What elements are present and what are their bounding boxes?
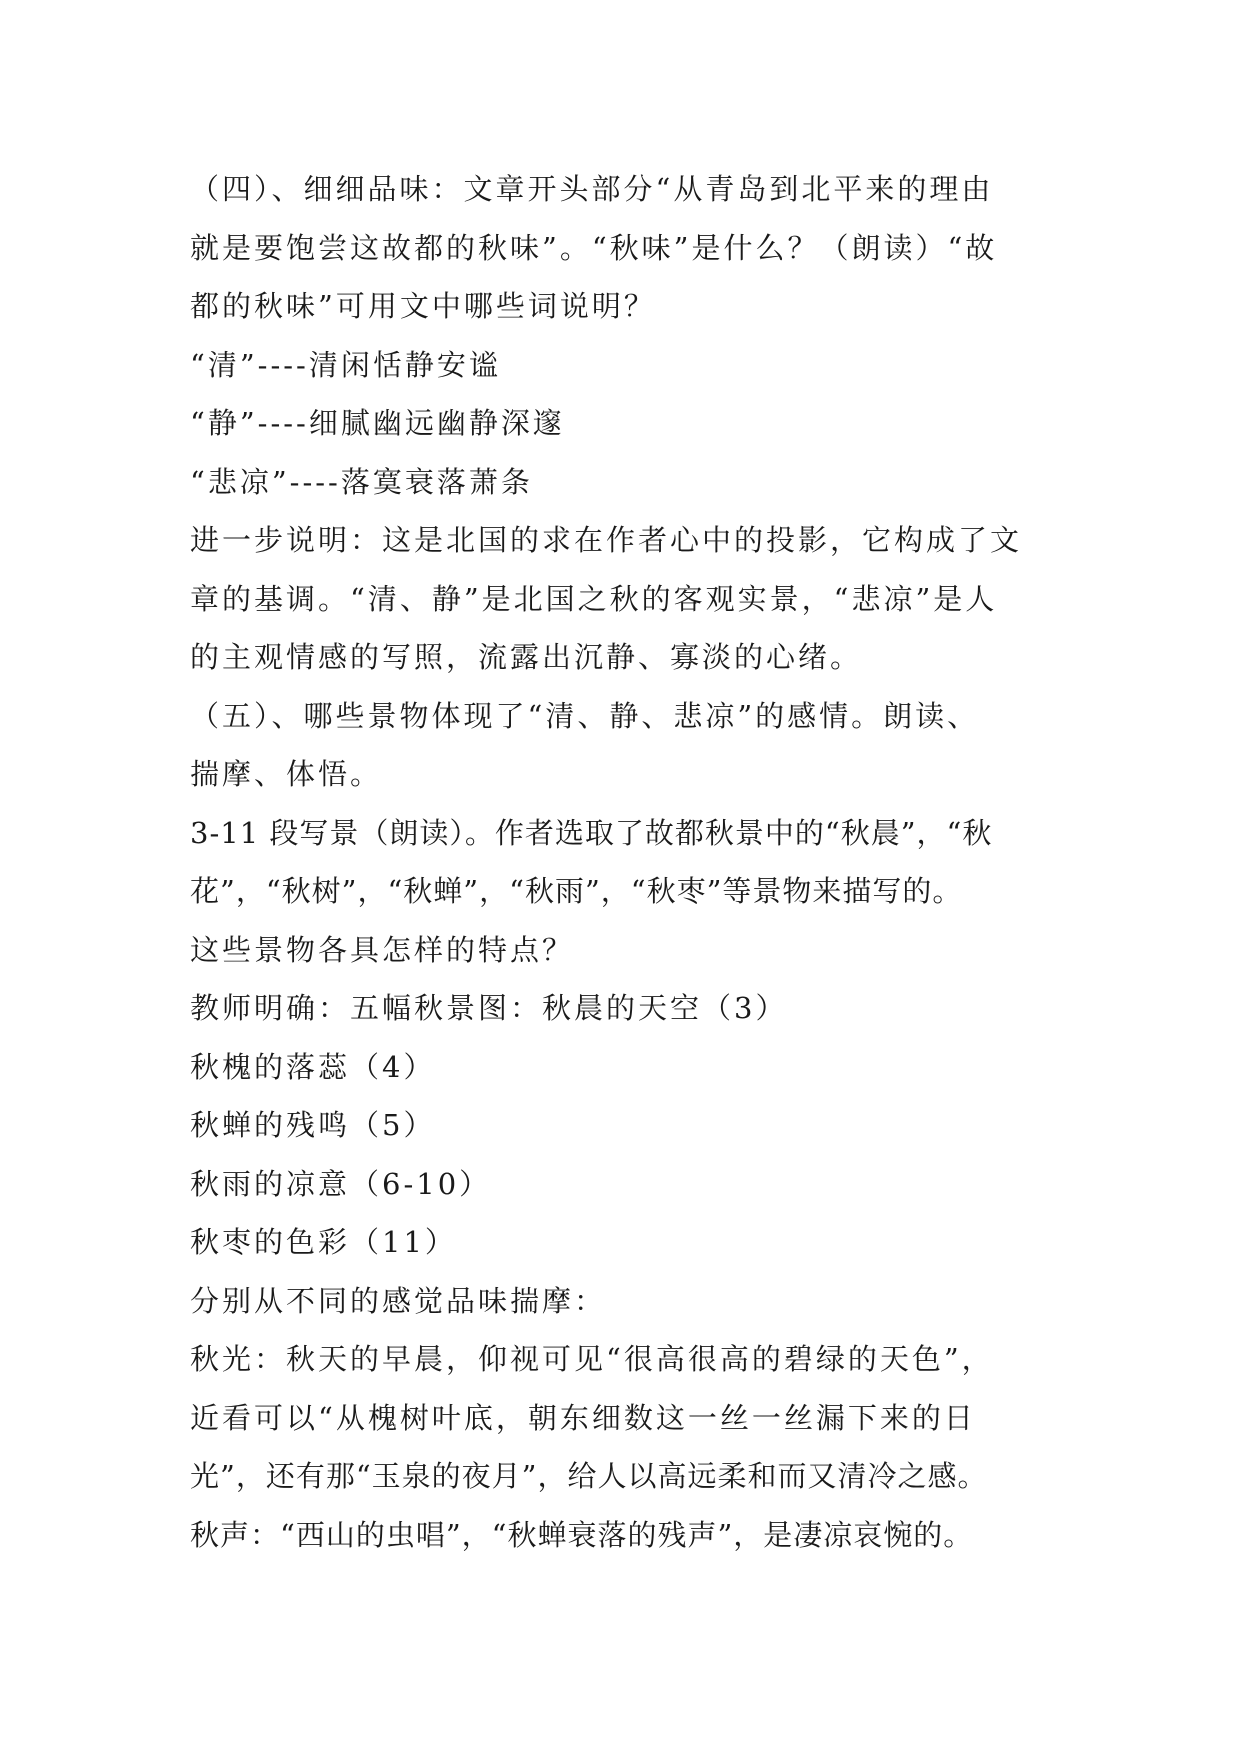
text-line: 分别从不同的感觉品味揣摩： xyxy=(190,1283,607,1318)
text-line: 3-11 段写景（朗读）。作者选取了故都秋景中的“秋晨”，“秋 xyxy=(190,815,993,850)
text-line: 就是要饱尝这故都的秋味”。“秋味”是什么？（朗读）“故 xyxy=(190,230,998,265)
text-line: “静”----细腻幽远幽静深邃 xyxy=(190,406,565,440)
text-line: 这些景物各具怎样的特点？ xyxy=(190,932,575,967)
text-line: （四）、细细品味：文章开头部分“从青岛到北平来的理由 xyxy=(190,172,994,206)
text-line: 都的秋味”可用文中哪些词说明？ xyxy=(190,289,656,323)
text-line: 进一步说明：这是北国的求在作者心中的投影，它构成了文 xyxy=(190,523,1023,557)
text-line: 光”，还有那“玉泉的夜月”，给人以高远柔和而又清冷之感。 xyxy=(190,1459,988,1493)
text-line: 花”，“秋树”，“秋蝉”，“秋雨”，“秋枣”等景物来描写的。 xyxy=(190,874,963,908)
text-line: 教师明确：五幅秋景图：秋晨的天空（3） xyxy=(190,991,788,1025)
text-line: 秋声：“西山的虫唱”，“秋蝉衰落的残声”，是凄凉哀惋的。 xyxy=(190,1517,974,1552)
text-line: 秋雨的凉意（6-10） xyxy=(190,1166,492,1201)
text-line: “悲凉”----落寞衰落萧条 xyxy=(190,464,533,499)
text-line: 章的基调。“清、静”是北国之秋的客观实景，“悲凉”是人 xyxy=(190,581,998,616)
text-line: “清”----清闲恬静安谧 xyxy=(190,347,501,382)
text-line: 秋槐的落蕊（4） xyxy=(190,1049,436,1084)
text-line: （五）、哪些景物体现了“清、静、悲凉”的感情。朗读、 xyxy=(190,698,980,733)
text-line: 秋蝉的残鸣（5） xyxy=(190,1108,436,1142)
document-body xyxy=(190,160,1070,1564)
text-line: 近看可以“从槐树叶底，朝东细数这一丝一丝漏下来的日 xyxy=(190,1400,976,1435)
text-line: 秋枣的色彩（11） xyxy=(190,1225,457,1259)
text-line: 揣摩、体悟。 xyxy=(190,757,383,791)
text-line: 秋光：秋天的早晨，仰视可见“很高很高的碧绿的天色”， xyxy=(190,1342,994,1376)
text-line: 的主观情感的写照，流露出沉静、寡淡的心绪。 xyxy=(190,640,863,674)
